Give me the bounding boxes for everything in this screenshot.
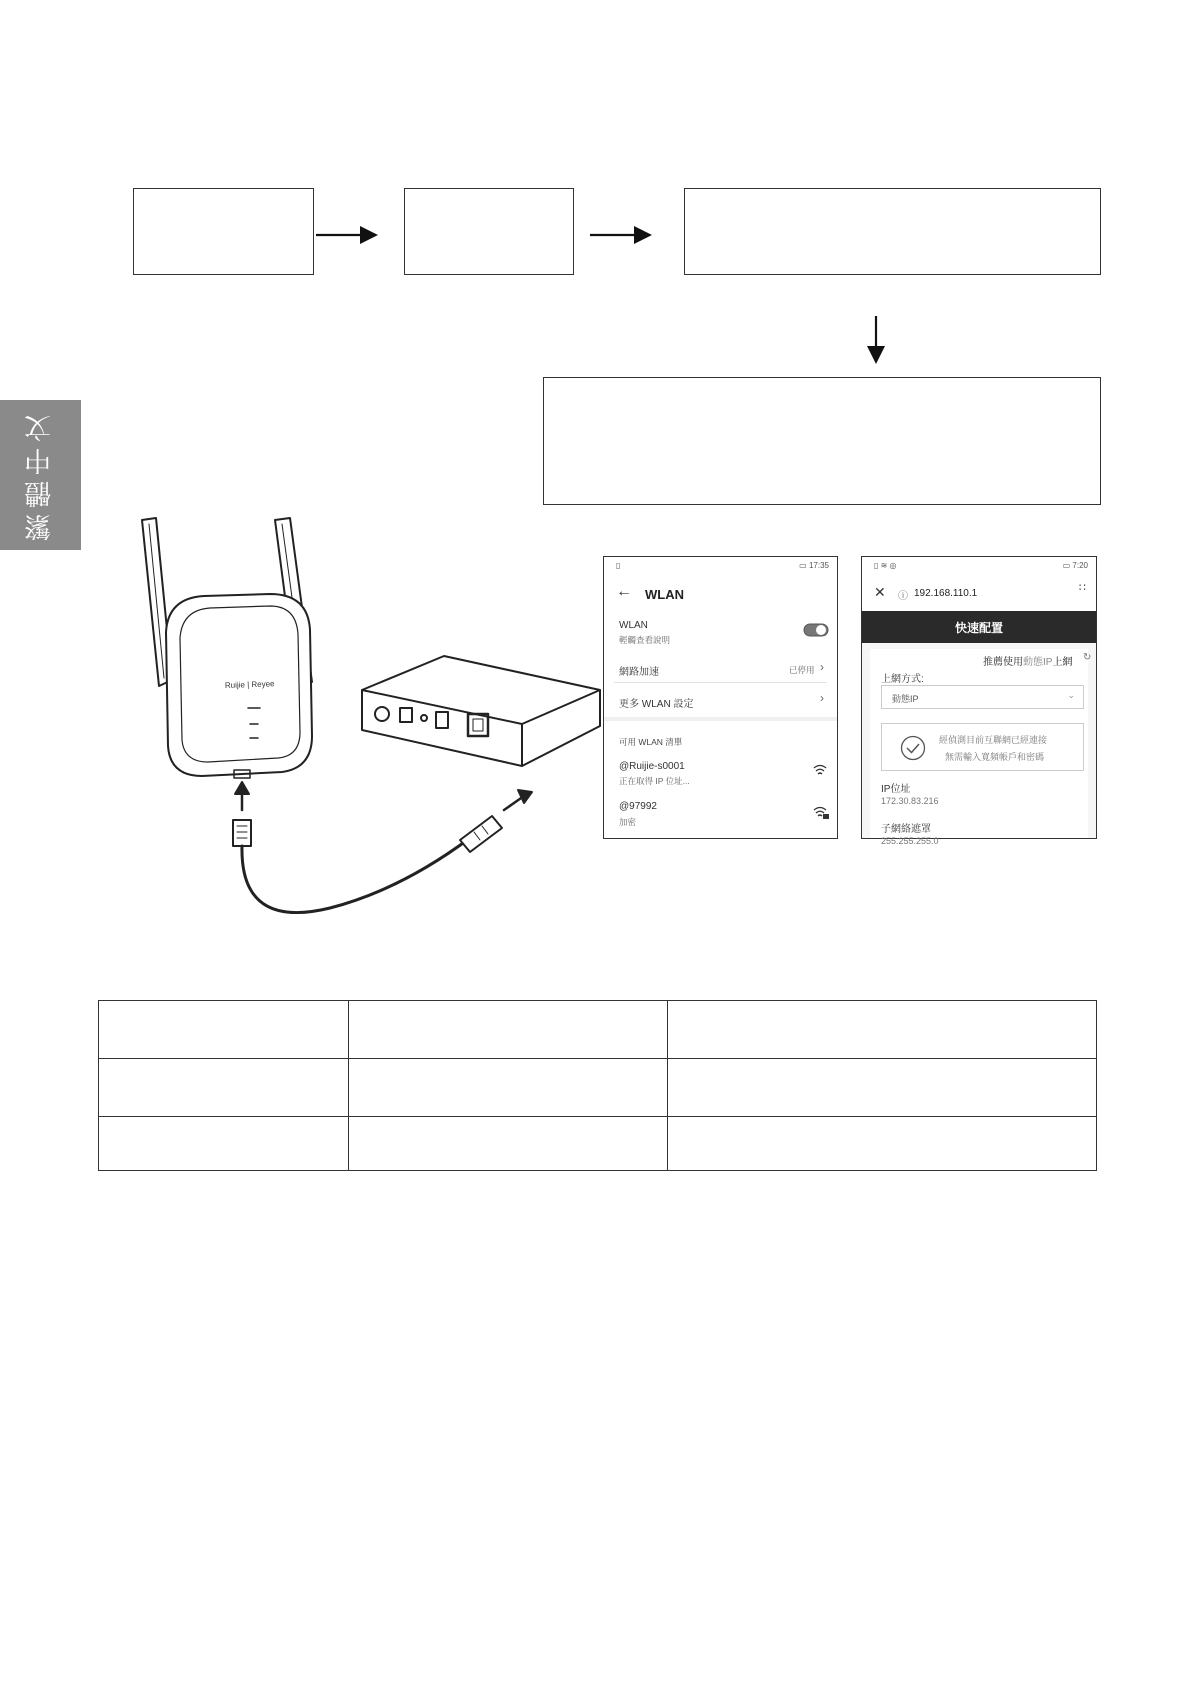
status-bar (604, 557, 837, 575)
device-illustration (130, 510, 600, 890)
ip-value: 172.30.83.216 (881, 796, 939, 806)
status-time: 17:35 (808, 561, 829, 570)
wifi-locked-icon (812, 805, 830, 821)
table-cell (99, 1117, 349, 1171)
table-cell (99, 1059, 349, 1117)
battery-icon: ▭ (1062, 561, 1071, 570)
net-accel-value: 已停用 (789, 665, 815, 675)
recommend-suffix: 上網 (1052, 657, 1073, 668)
network-ssid[interactable]: @Ruijie-s0001 (619, 761, 685, 772)
uplink-label: 上網方式: (881, 674, 924, 685)
table-cell (348, 1059, 668, 1117)
network-status: 正在取得 IP 位址... (619, 776, 690, 786)
table-row (99, 1117, 1097, 1171)
close-icon[interactable]: ✕ (874, 584, 886, 600)
language-tab (0, 400, 81, 550)
banner-title: 快速配置 (954, 621, 1003, 635)
net-accel-label: 網路加速 (619, 667, 659, 678)
table-cell (668, 1117, 1097, 1171)
wlan-page-title: WLAN (645, 587, 684, 602)
wlan-toggle-switch[interactable] (803, 623, 829, 637)
back-arrow-icon[interactable]: ← (616, 583, 632, 600)
flow-step-3-box (684, 188, 1101, 275)
network-ssid[interactable]: @97992 (619, 801, 657, 812)
chevron-down-icon: ⌄ (1067, 690, 1075, 700)
status-bar (862, 557, 1096, 575)
language-tab-label: 繁體中文 (25, 409, 56, 541)
network-status: 加密 (619, 817, 637, 827)
quick-setup-banner (862, 611, 1096, 643)
chevron-right-icon[interactable]: › (820, 660, 824, 674)
sim-icon: ▯ (616, 561, 621, 570)
section-divider (604, 717, 837, 721)
wifi-signal-icon (812, 763, 828, 777)
uplink-select[interactable] (881, 685, 1084, 709)
table-row (99, 1001, 1097, 1059)
menu-dots-icon[interactable]: ∷ (1079, 582, 1086, 594)
phone-screenshot-quick-setup (861, 556, 1097, 846)
table-cell (99, 1001, 349, 1059)
check-circle-icon (900, 735, 926, 761)
table-cell (668, 1059, 1097, 1117)
chevron-right-icon[interactable]: › (820, 691, 824, 705)
row-divider (614, 682, 827, 683)
battery-icon: ▭ (799, 561, 807, 570)
phone-screenshot-wlan (603, 556, 838, 839)
recommend-text (983, 653, 1072, 668)
flow-arrow-right-1 (314, 223, 380, 247)
mask-label: 子網絡遮罩 (881, 824, 931, 835)
recommend-highlight: 動態IP (1023, 657, 1053, 668)
table-row (99, 1059, 1097, 1117)
more-wlan-settings[interactable]: 更多 WLAN 設定 (619, 699, 694, 710)
flow-step-1-box (133, 188, 314, 275)
flow-step-2-box (404, 188, 574, 275)
recommend-prefix: 推薦使用 (983, 657, 1023, 668)
flow-step-4-box (543, 377, 1101, 505)
connection-notice (881, 723, 1084, 771)
refresh-icon[interactable]: ↻ (1083, 652, 1092, 663)
ip-label: IP位址 (881, 784, 911, 795)
flow-arrow-right-2 (588, 223, 654, 247)
table-cell (668, 1001, 1097, 1059)
notice-line-2: 無需輸入寬頻帳戶和密碼 (945, 752, 1045, 762)
table-cell (348, 1001, 668, 1059)
wlan-toggle-label: WLAN (619, 620, 648, 631)
flow-arrow-down (864, 314, 888, 366)
available-networks-title: 可用 WLAN 清單 (619, 737, 683, 747)
uplink-select-value: 動態IP (892, 694, 919, 704)
mask-value: 255.255.255.0 (881, 836, 939, 846)
status-icons: ▯ ≋ ◎ (874, 561, 897, 570)
notice-line-1: 經偵測目前互聯網已經連接 (939, 735, 1048, 745)
info-icon: ⓘ (898, 591, 908, 602)
wlan-toggle-sub: 輕觸查看說明 (619, 635, 671, 645)
device-brand-label: Ruijie | Reyee (224, 679, 275, 690)
browser-url[interactable]: 192.168.110.1 (914, 588, 978, 599)
status-time: 7:20 (1072, 561, 1088, 570)
spec-table (98, 1000, 1097, 1171)
table-cell (348, 1117, 668, 1171)
